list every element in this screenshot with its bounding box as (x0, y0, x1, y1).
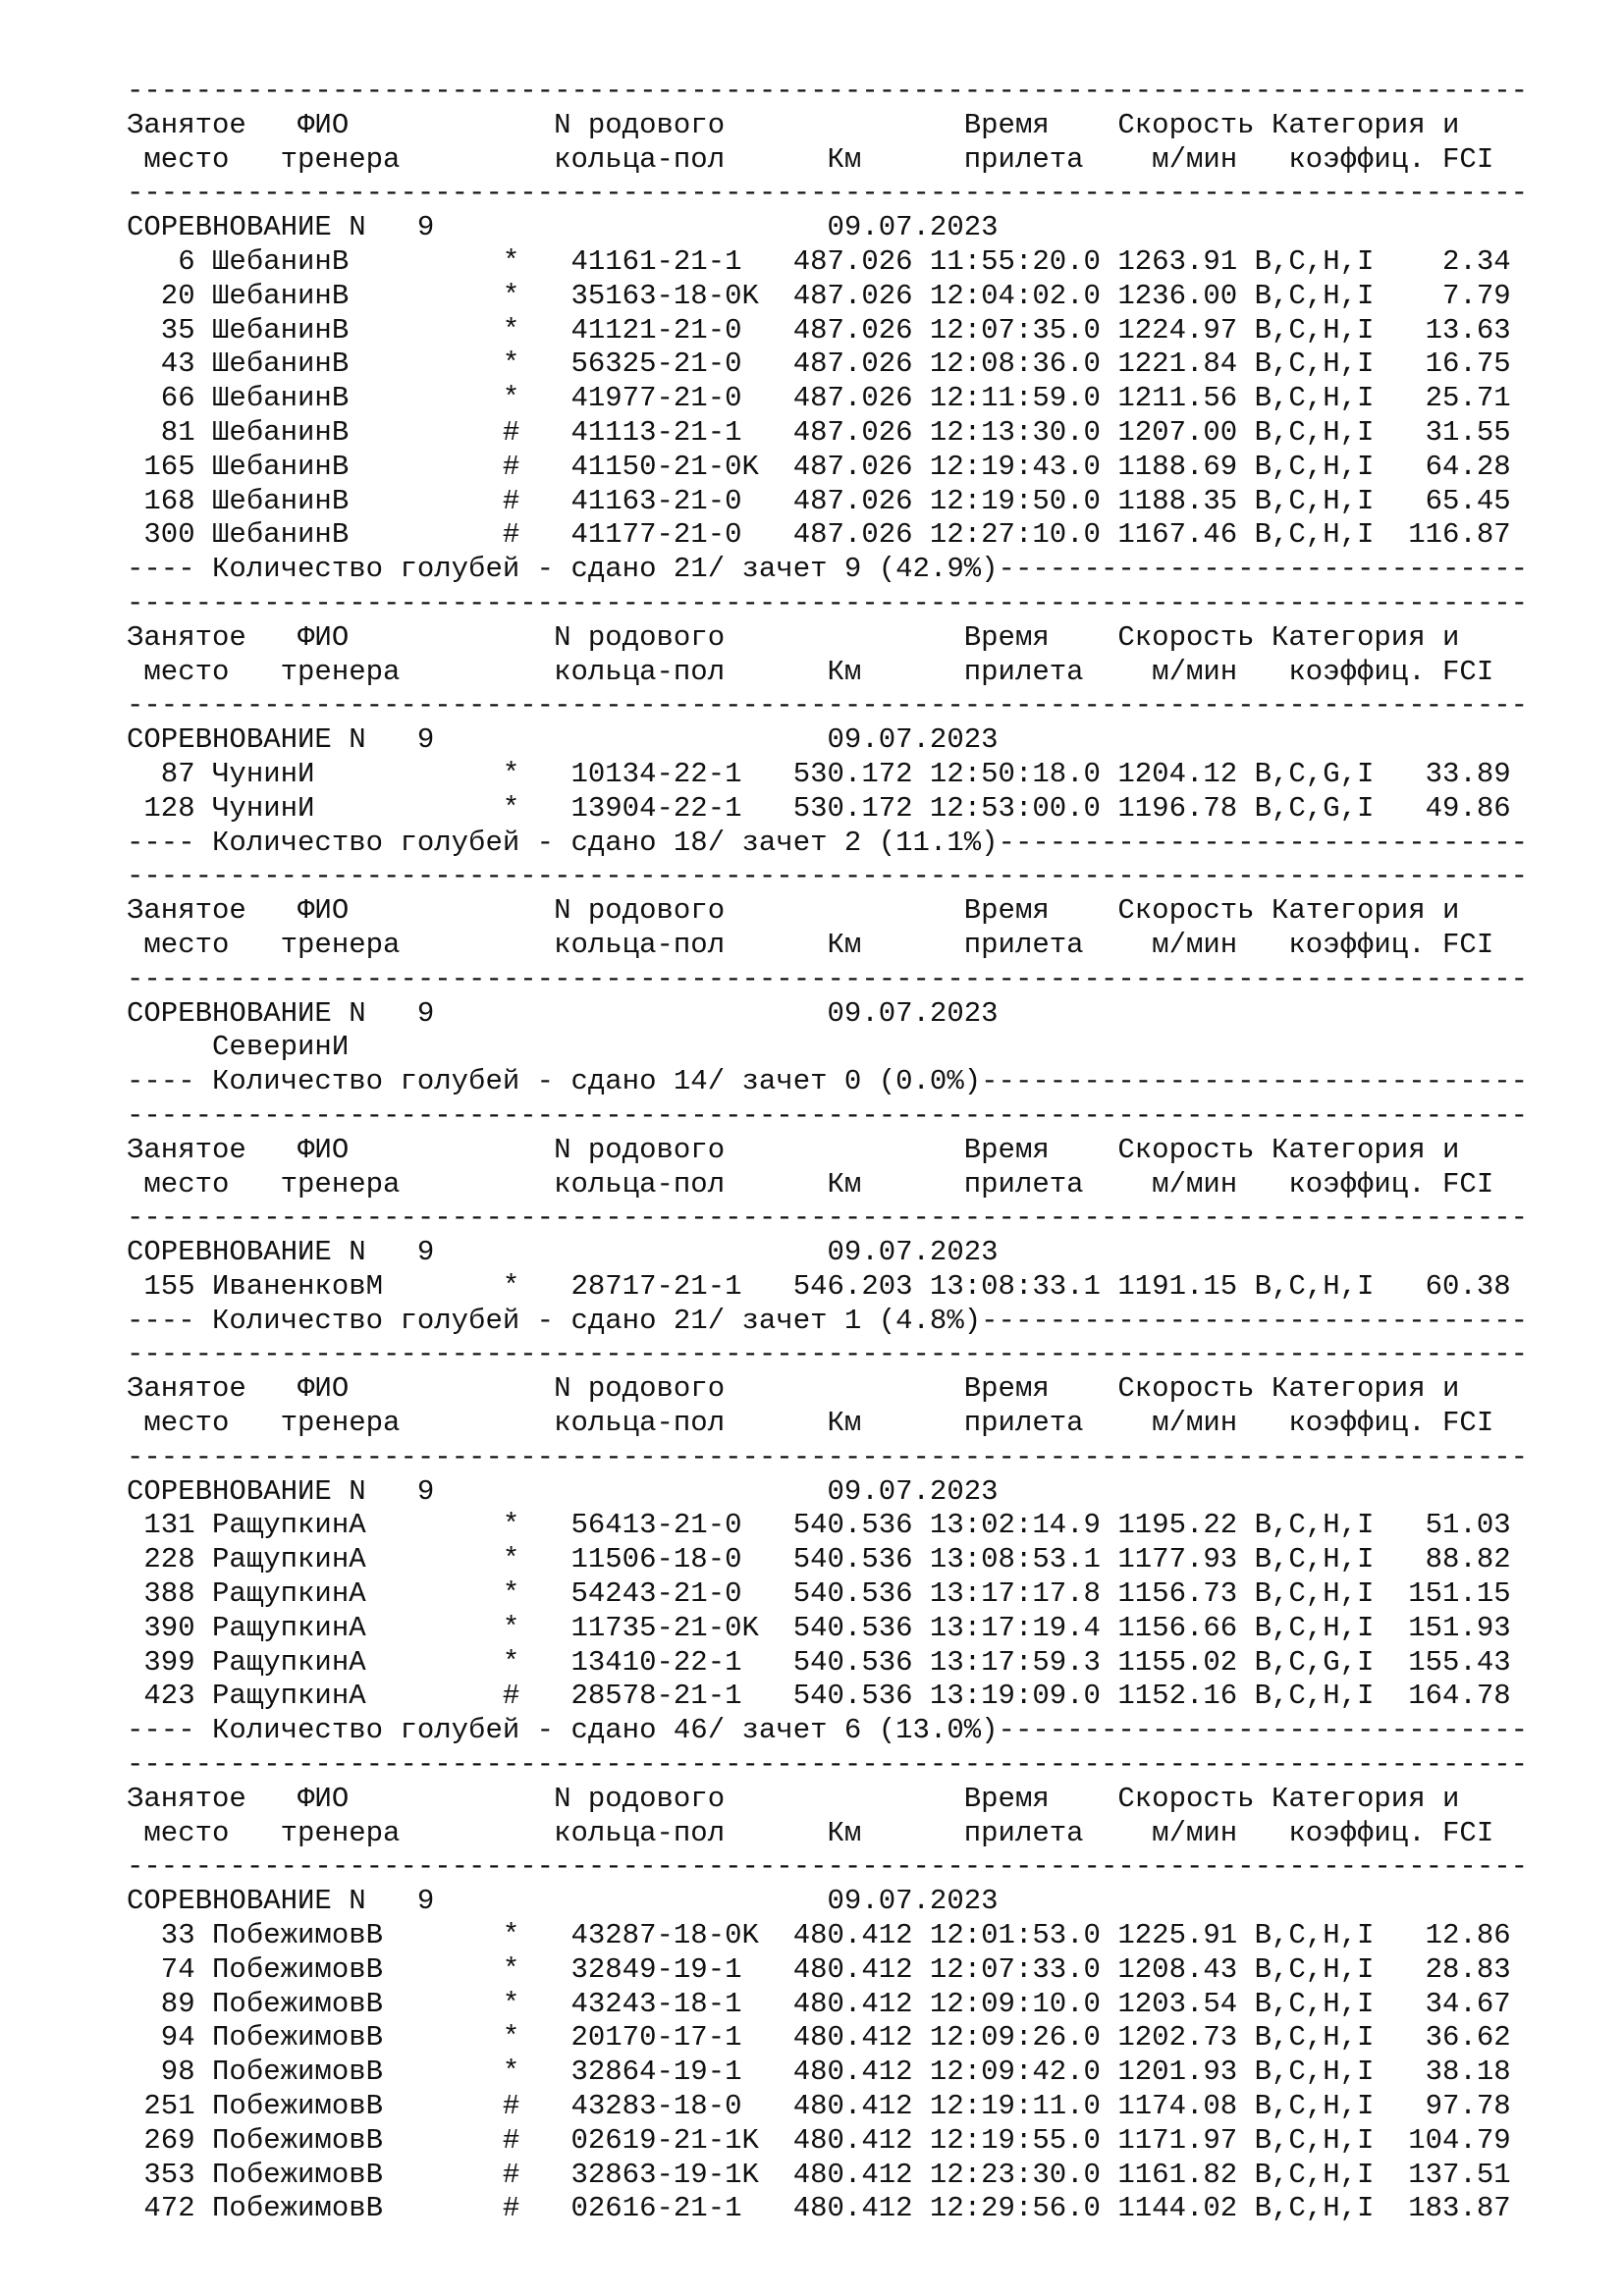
competition-line: СОРЕВНОВАНИЕ N 9 09.07.2023 (127, 723, 999, 757)
summary-line: ---- Количество голубей - сдано 14/ зачет 0 (0.0%)-------------------------------- (127, 1065, 1529, 1098)
result-row: 87 ЧунинИ * 10134-22-1 530.172 12:50:18.0 1204.12 B,C,G,I 33.89 (127, 757, 1511, 790)
competition-line: СОРЕВНОВАНИЕ N 9 09.07.2023 (127, 211, 999, 244)
competition-line: СОРЕВНОВАНИЕ N 9 09.07.2023 (127, 1474, 999, 1508)
header-line-2: место тренера кольца-пол Км прилета м/мин коэффиц. FCI (127, 1167, 1494, 1201)
header-line-2: место тренера кольца-пол Км прилета м/мин коэффиц. FCI (127, 142, 1494, 176)
result-row: 165 ШебанинВ # 41150-21-0K 487.026 12:19:43.0 1188.69 B,C,H,I 64.28 (127, 450, 1511, 483)
separator-line: ---------------------------------------------------------------------------------- (127, 1748, 1529, 1782)
result-row: 399 РащупкинА * 13410-22-1 540.536 13:17:59.3 1155.02 B,C,G,I 155.43 (127, 1645, 1511, 1679)
header-line-2: место тренера кольца-пол Км прилета м/мин коэффиц. FCI (127, 1816, 1494, 1849)
result-row: 269 ПобежимовВ # 02619-21-1K 480.412 12:19:55.0 1171.97 B,C,H,I 104.79 (127, 2123, 1511, 2157)
separator-line: ---------------------------------------------------------------------------------- (127, 177, 1529, 210)
result-row: 353 ПобежимовВ # 32863-19-1K 480.412 12:23:30.0 1161.82 B,C,H,I 137.51 (127, 2158, 1511, 2191)
result-row: 35 ШебанинВ * 41121-21-0 487.026 12:07:35.0 1224.97 B,C,H,I 13.63 (127, 313, 1511, 347)
result-row: 74 ПобежимовВ * 32849-19-1 480.412 12:07:33.0 1208.43 B,C,H,I 28.83 (127, 1952, 1511, 1986)
result-row: 228 РащупкинА * 11506-18-0 540.536 13:08:53.1 1177.93 B,C,H,I 88.82 (127, 1543, 1511, 1576)
header-line-1: Занятое ФИО N родового Время Скорость Категория и (127, 620, 1460, 654)
result-row: 81 ШебанинВ # 41113-21-1 487.026 12:13:30.0 1207.00 B,C,H,I 31.55 (127, 415, 1511, 449)
separator-line: ---------------------------------------------------------------------------------- (127, 1850, 1529, 1884)
result-row: 423 РащупкинА # 28578-21-1 540.536 13:19:09.0 1152.16 B,C,H,I 164.78 (127, 1680, 1511, 1713)
competition-line: СОРЕВНОВАНИЕ N 9 09.07.2023 (127, 1236, 999, 1269)
result-row: СеверинИ (127, 1031, 350, 1064)
result-row: 168 ШебанинВ # 41163-21-0 487.026 12:19:50.0 1188.35 B,C,H,I 65.45 (127, 484, 1511, 517)
summary-line: ---- Количество голубей - сдано 46/ зачет 6 (13.0%)------------------------------- (127, 1714, 1529, 1747)
result-row: 131 РащупкинА * 56413-21-0 540.536 13:02:14.9 1195.22 B,C,H,I 51.03 (127, 1509, 1511, 1542)
result-row: 472 ПобежимовВ # 02616-21-1 480.412 12:29:56.0 1144.02 B,C,H,I 183.87 (127, 2192, 1511, 2225)
competition-line: СОРЕВНОВАНИЕ N 9 09.07.2023 (127, 1885, 999, 1918)
result-row: 6 ШебанинВ * 41161-21-1 487.026 11:55:20.0 1263.91 B,C,H,I 2.34 (127, 244, 1511, 278)
result-row: 300 ШебанинВ # 41177-21-0 487.026 12:27:10.0 1167.46 B,C,H,I 116.87 (127, 518, 1511, 552)
separator-line: ---------------------------------------------------------------------------------- (127, 689, 1529, 722)
separator-line: ---------------------------------------------------------------------------------- (127, 962, 1529, 995)
header-line-2: место тренера кольца-пол Км прилета м/мин коэффиц. FCI (127, 655, 1494, 688)
result-row: 388 РащупкинА * 54243-21-0 540.536 13:17:17.8 1156.73 B,C,H,I 151.15 (127, 1577, 1511, 1611)
result-row: 128 ЧунинИ * 13904-22-1 530.172 12:53:00.0 1196.78 B,C,G,I 49.86 (127, 791, 1511, 825)
summary-line: ---- Количество голубей - сдано 18/ зачет 2 (11.1%)------------------------------- (127, 826, 1529, 859)
separator-line: ---------------------------------------------------------------------------------- (127, 860, 1529, 893)
result-row: 66 ШебанинВ * 41977-21-0 487.026 12:11:59.0 1211.56 B,C,H,I 25.71 (127, 382, 1511, 415)
header-line-1: Занятое ФИО N родового Время Скорость Категория и (127, 1782, 1460, 1815)
header-line-2: место тренера кольца-пол Км прилета м/мин коэффиц. FCI (127, 928, 1494, 961)
separator-line: ---------------------------------------------------------------------------------- (127, 1098, 1529, 1132)
header-line-1: Занятое ФИО N родового Время Скорость Категория и (127, 894, 1460, 928)
result-row: 98 ПобежимовВ * 32864-19-1 480.412 12:09:42.0 1201.93 B,C,H,I 38.18 (127, 2056, 1511, 2089)
separator-line: ---------------------------------------------------------------------------------- (127, 1201, 1529, 1235)
result-row: 43 ШебанинВ * 56325-21-0 487.026 12:08:36.0 1221.84 B,C,H,I 16.75 (127, 347, 1511, 381)
separator-line: ---------------------------------------------------------------------------------- (127, 1338, 1529, 1371)
separator-line: ---------------------------------------------------------------------------------- (127, 1440, 1529, 1473)
result-row: 94 ПобежимовВ * 20170-17-1 480.412 12:09:26.0 1202.73 B,C,H,I 36.62 (127, 2021, 1511, 2055)
header-line-1: Занятое ФИО N родового Время Скорость Категория и (127, 1133, 1460, 1166)
result-row: 155 ИваненковМ * 28717-21-1 546.203 13:08:33.1 1191.15 B,C,H,I 60.38 (127, 1269, 1511, 1303)
results-document (127, 75, 1528, 2226)
result-row: 20 ШебанинВ * 35163-18-0K 487.026 12:04:02.0 1236.00 B,C,H,I 7.79 (127, 279, 1511, 312)
result-row: 33 ПобежимовВ * 43287-18-0K 480.412 12:01:53.0 1225.91 B,C,H,I 12.86 (127, 1919, 1511, 1952)
result-row: 251 ПобежимовВ # 43283-18-0 480.412 12:19:11.0 1174.08 B,C,H,I 97.78 (127, 2090, 1511, 2123)
result-row: 89 ПобежимовВ * 43243-18-1 480.412 12:09:10.0 1203.54 B,C,H,I 34.67 (127, 1987, 1511, 2020)
separator-line: ---------------------------------------------------------------------------------- (127, 75, 1529, 107)
separator-line: ---------------------------------------------------------------------------------- (127, 586, 1529, 619)
result-row: 390 РащупкинА * 11735-21-0K 540.536 13:17:19.4 1156.66 B,C,H,I 151.93 (127, 1611, 1511, 1644)
competition-line: СОРЕВНОВАНИЕ N 9 09.07.2023 (127, 996, 999, 1030)
summary-line: ---- Количество голубей - сдано 21/ зачет 9 (42.9%)------------------------------- (127, 553, 1529, 586)
summary-line: ---- Количество голубей - сдано 21/ зачет 1 (4.8%)-------------------------------- (127, 1304, 1529, 1337)
header-line-2: место тренера кольца-пол Км прилета м/мин коэффиц. FCI (127, 1407, 1494, 1440)
header-line-1: Занятое ФИО N родового Время Скорость Категория и (127, 108, 1460, 141)
header-line-1: Занятое ФИО N родового Время Скорость Категория и (127, 1372, 1460, 1406)
